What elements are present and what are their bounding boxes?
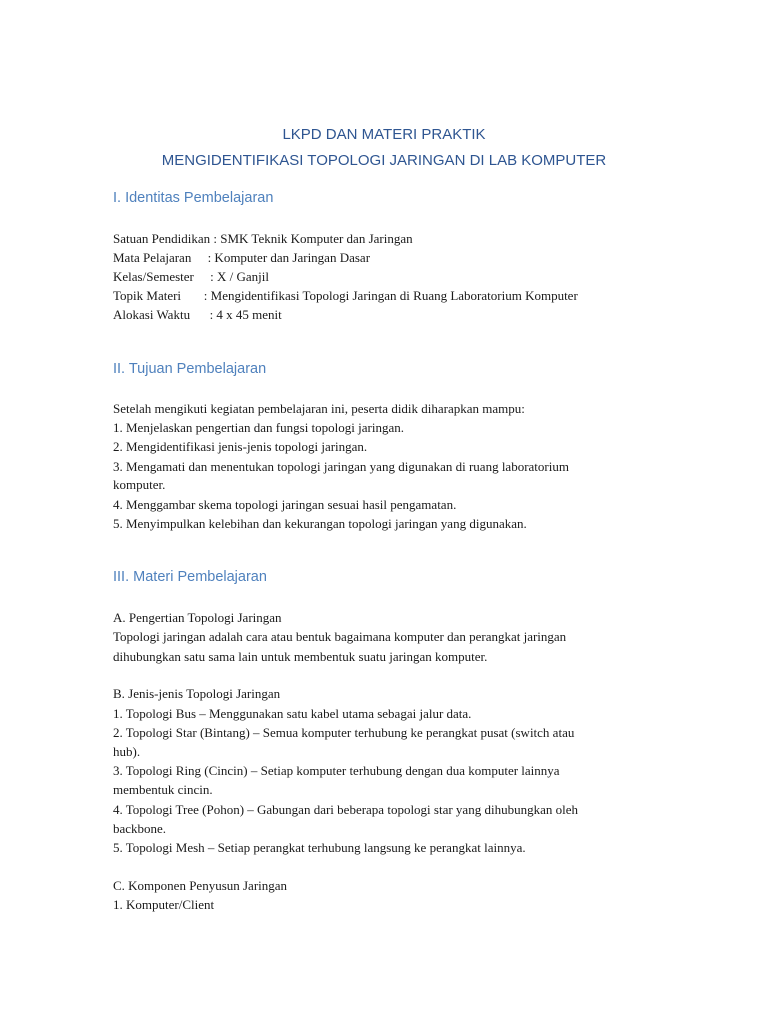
document-title-line-2: MENGIDENTIFIKASI TOPOLOGI JARINGAN DI LAB KOMPUTER xyxy=(161,152,607,169)
materi-subheading-c: C. Komponen Penyusun Jaringan xyxy=(113,878,288,893)
tujuan-item-1: 1. Menjelaskan pengertian dan fungsi topologi jaringan. xyxy=(113,420,404,435)
materi-subheading-a: A. Pengertian Topologi Jaringan xyxy=(113,610,282,625)
identitas-topik-materi: Topik Materi : Mengidentifikasi Topologi Jaringan di Ruang Laboratorium Komputer xyxy=(113,288,578,303)
tujuan-item-5: 5. Menyimpulkan kelebihan dan kekurangan topologi jaringan yang digunakan. xyxy=(113,516,527,531)
materi-subheading-b: B. Jenis-jenis Topologi Jaringan xyxy=(113,686,281,701)
materi-b-item-2: 2. Topologi Star (Bintang) – Semua komputer terhubung ke perangkat pusat (switch atau xyxy=(113,725,575,740)
materi-b-item-3: 3. Topologi Ring (Cincin) – Setiap komputer terhubung dengan dua komputer lainnya xyxy=(113,763,560,778)
materi-a-text-1: Topologi jaringan adalah cara atau bentuk bagaimana komputer dan perangkat jaringan xyxy=(113,629,567,644)
tujuan-item-2: 2. Mengidentifikasi jenis-jenis topologi jaringan. xyxy=(113,439,368,454)
section-heading-materi: III. Materi Pembelajaran xyxy=(113,569,267,585)
materi-b-item-1: 1. Topologi Bus – Menggunakan satu kabel utama sebagai jalur data. xyxy=(113,706,472,721)
identitas-satuan-pendidikan: Satuan Pendidikan : SMK Teknik Komputer dan Jaringan xyxy=(113,231,413,246)
tujuan-item-3: 3. Mengamati dan menentukan topologi jaringan yang digunakan di ruang laboratorium xyxy=(113,459,569,474)
identitas-kelas-semester: Kelas/Semester : X / Ganjil xyxy=(113,269,269,284)
materi-b-item-4-cont: backbone. xyxy=(113,821,167,836)
identitas-alokasi-waktu: Alokasi Waktu : 4 x 45 menit xyxy=(113,307,282,322)
materi-b-item-4: 4. Topologi Tree (Pohon) – Gabungan dari beberapa topologi star yang dihubungkan oleh xyxy=(113,802,578,817)
tujuan-item-4: 4. Menggambar skema topologi jaringan sesuai hasil pengamatan. xyxy=(113,497,457,512)
materi-c-item-1: 1. Komputer/Client xyxy=(113,897,215,912)
identitas-mata-pelajaran: Mata Pelajaran : Komputer dan Jaringan Dasar xyxy=(113,250,371,265)
materi-a-text-2: dihubungkan satu sama lain untuk membentuk suatu jaringan komputer. xyxy=(113,649,488,664)
materi-b-item-2-cont: hub). xyxy=(113,744,141,759)
section-heading-identitas: I. Identitas Pembelajaran xyxy=(113,190,274,206)
section-heading-tujuan: II. Tujuan Pembelajaran xyxy=(113,361,267,377)
materi-b-item-3-cont: membentuk cincin. xyxy=(113,782,213,797)
tujuan-intro: Setelah mengikuti kegiatan pembelajaran ini, peserta didik diharapkan mampu: xyxy=(113,401,525,416)
materi-b-item-5: 5. Topologi Mesh – Setiap perangkat terhubung langsung ke perangkat lainnya. xyxy=(113,840,526,855)
document-title-line-1: LKPD DAN MATERI PRAKTIK xyxy=(282,126,486,143)
tujuan-item-3-cont: komputer. xyxy=(113,477,166,492)
